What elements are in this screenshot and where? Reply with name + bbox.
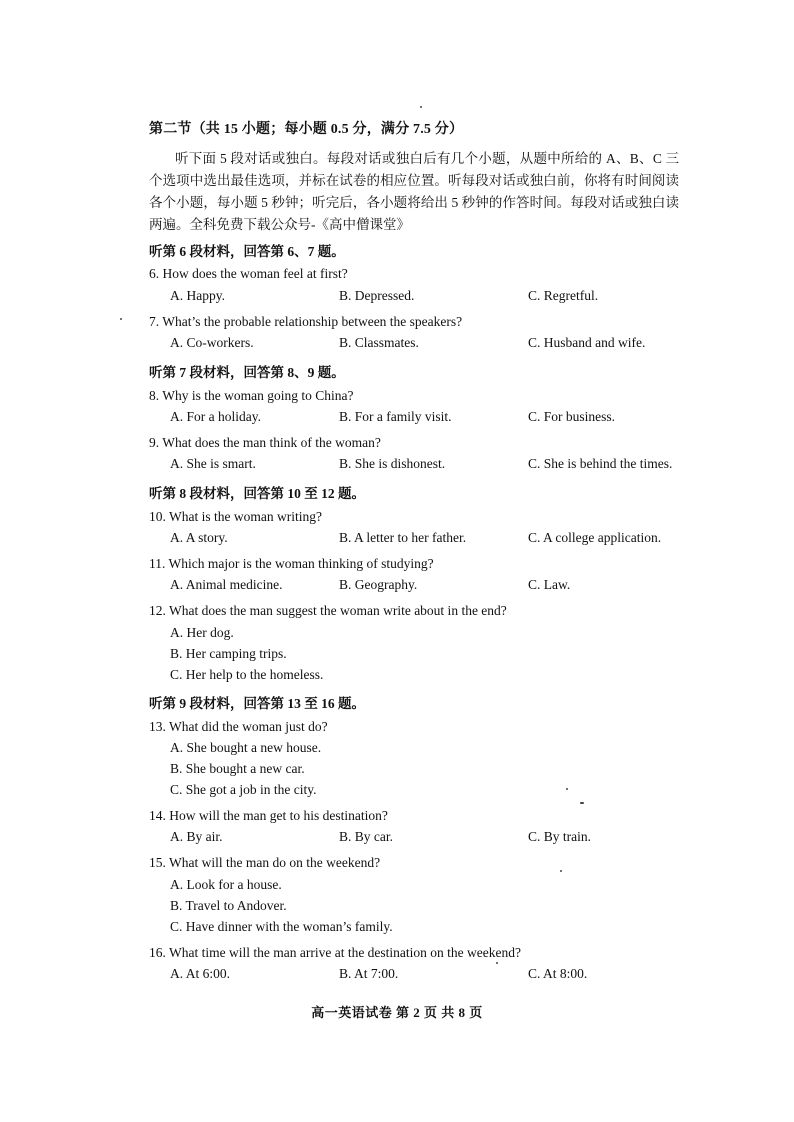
option-c: C. She is behind the times. xyxy=(528,456,673,471)
scan-speck xyxy=(566,788,568,790)
option-b: B. For a family visit. xyxy=(339,409,452,424)
option-b: B. Depressed. xyxy=(339,288,415,303)
scan-speck xyxy=(560,870,562,872)
scan-speck xyxy=(496,962,498,964)
option-c: C. A college application. xyxy=(528,530,662,545)
question-stem: 6. How does the woman feel at first? xyxy=(149,266,348,281)
option-a: A. At 6:00. xyxy=(170,966,231,981)
option-a: A. She bought a new house. xyxy=(170,740,322,755)
option-c: C. Regretful. xyxy=(528,288,599,303)
option-b: B. Her camping trips. xyxy=(170,646,287,661)
question-stem: 15. What will the man do on the weekend? xyxy=(149,855,381,870)
question-stem: 10. What is the woman writing? xyxy=(149,509,322,524)
scan-speck xyxy=(580,802,584,804)
question-stem: 11. Which major is the woman thinking of studying? xyxy=(149,556,434,571)
question-stem: 16. What time will the man arrive at the destination on the weekend? xyxy=(149,945,522,960)
option-c: C. Her help to the homeless. xyxy=(170,667,324,682)
option-c: C. Law. xyxy=(528,577,571,592)
option-b: B. Travel to Andover. xyxy=(170,898,287,913)
question-stem: 14. How will the man get to his destination? xyxy=(149,808,388,823)
group-heading: 听第 6 段材料，回答第 6、7 题。 xyxy=(149,244,345,259)
section-title: 第二节（共 15 小题；每小题 0.5 分，满分 7.5 分） xyxy=(149,122,464,137)
option-c: C. For business. xyxy=(528,409,616,424)
option-a: A. Co-workers. xyxy=(170,335,254,350)
option-b: B. Classmates. xyxy=(339,335,419,350)
group-heading: 听第 9 段材料，回答第 13 至 16 题。 xyxy=(149,696,365,711)
option-a: A. By air. xyxy=(170,829,223,844)
option-a: A. Her dog. xyxy=(170,625,234,640)
option-b: B. By car. xyxy=(339,829,393,844)
option-c: C. Husband and wife. xyxy=(528,335,646,350)
option-a: A. For a holiday. xyxy=(170,409,261,424)
option-a: A. She is smart. xyxy=(170,456,256,471)
option-a: A. Look for a house. xyxy=(170,877,282,892)
question-stem: 9. What does the man think of the woman? xyxy=(149,435,381,450)
question-stem: 8. Why is the woman going to China? xyxy=(149,388,354,403)
option-b: B. She is dishonest. xyxy=(339,456,446,471)
option-c: C. She got a job in the city. xyxy=(170,782,317,797)
section-instructions: 听下面 5 段对话或独白。每段对话或独白后有几个小题，从题中所给的 A、B、C 三个选项中选出最佳选项，并标在试卷的相应位置。听每段对话或独白前，你将有时间阅读各个小题，每小题 5 秒钟；听完后，各小题将给出 5 秒钟的作答时间。每段对话或独白读两遍。全科免费下载公众号-《高中僧课堂》 xyxy=(149,151,679,232)
option-c: C. At 8:00. xyxy=(528,966,588,981)
group-heading: 听第 7 段材料，回答第 8、9 题。 xyxy=(149,365,345,380)
option-b: B. She bought a new car. xyxy=(170,761,305,776)
question-stem: 7. What’s the probable relationship between the speakers? xyxy=(149,314,463,329)
page-footer: 高一英语试卷 第 2 页 共 8 页 xyxy=(311,1005,483,1020)
option-a: A. Animal medicine. xyxy=(170,577,283,592)
scan-speck xyxy=(120,318,122,320)
option-b: B. Geography. xyxy=(339,577,418,592)
option-b: B. At 7:00. xyxy=(339,966,399,981)
option-c: C. By train. xyxy=(528,829,591,844)
group-heading: 听第 8 段材料，回答第 10 至 12 题。 xyxy=(149,486,365,501)
option-b: B. A letter to her father. xyxy=(339,530,467,545)
option-a: A. Happy. xyxy=(170,288,225,303)
option-c: C. Have dinner with the woman’s family. xyxy=(170,919,393,934)
scan-speck xyxy=(420,106,422,108)
option-a: A. A story. xyxy=(170,530,228,545)
question-stem: 13. What did the woman just do? xyxy=(149,719,328,734)
question-stem: 12. What does the man suggest the woman write about in the end? xyxy=(149,603,507,618)
